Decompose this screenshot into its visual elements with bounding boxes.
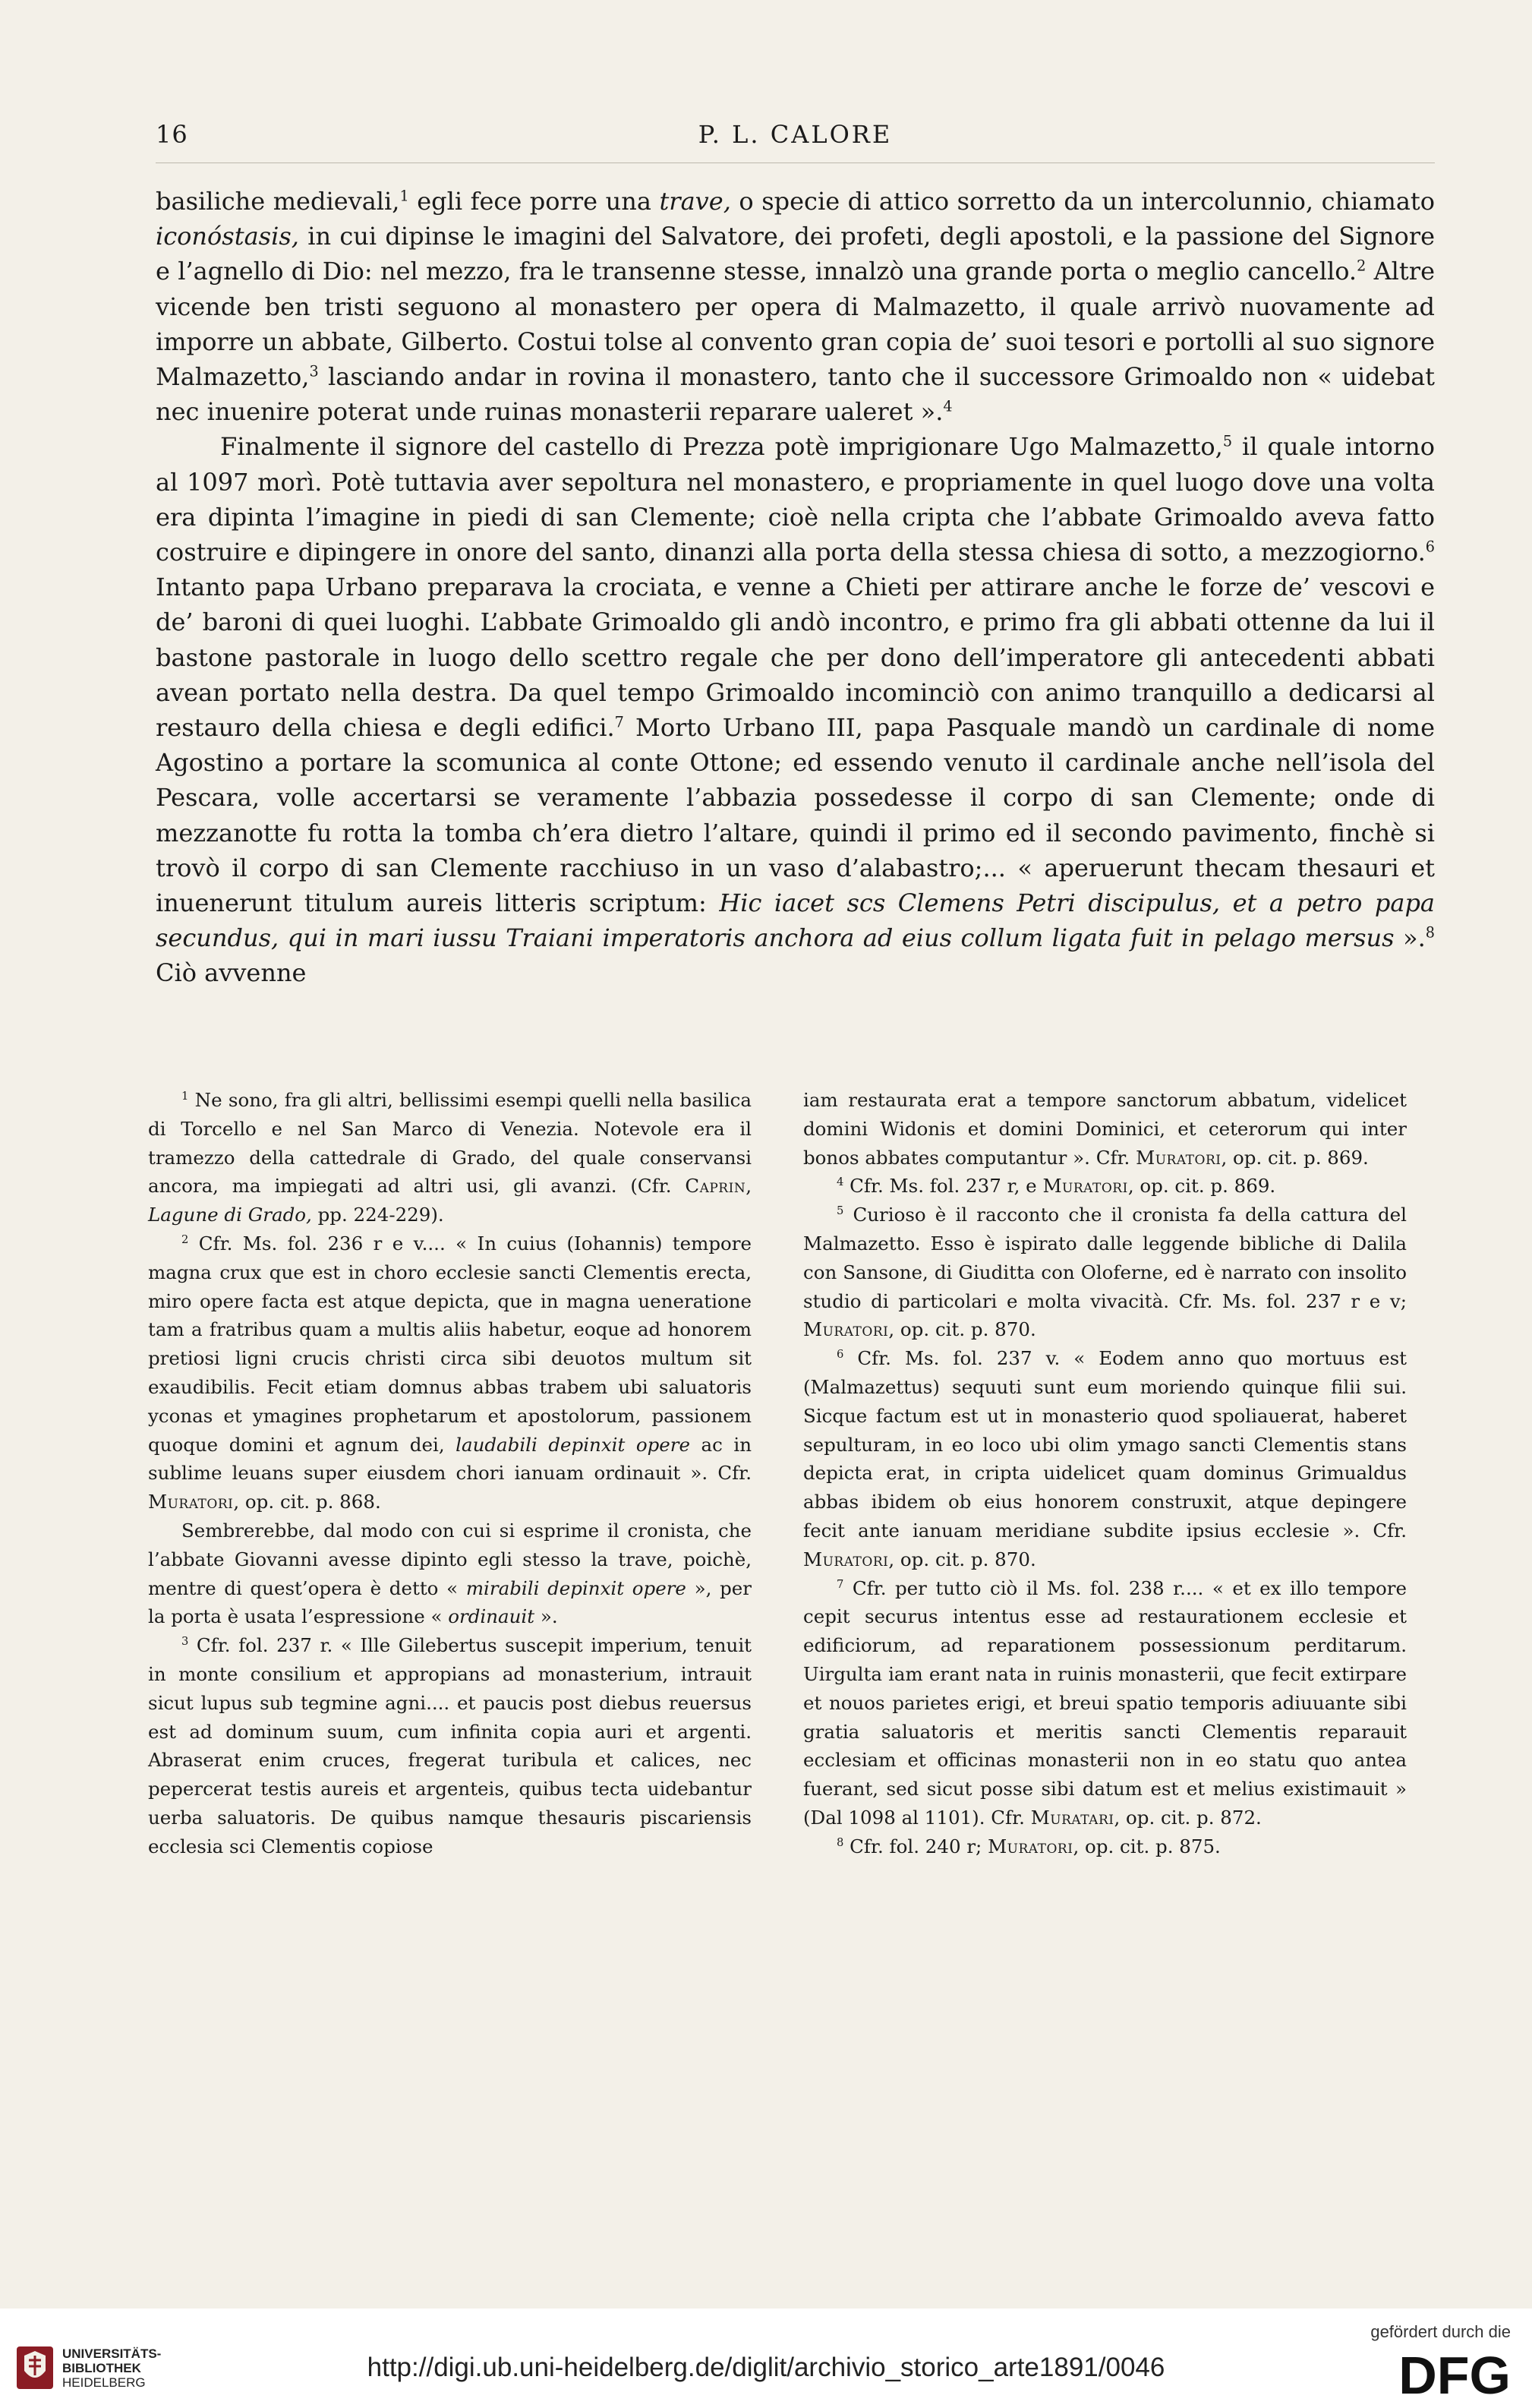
footnote-1: $^1$ Ne sono, fra gli altri, bellissimi esempi quelli nella basilica di Torcello e nel San Marco di Venezia. Notevole era il tramezzo della cattedrale di Grado, del quale conservansi ancora, ma impiegati ad altri usi, gli avanzi. (Cfr. Caprin, Lagune di Grado, pp. 224-229).	[148, 1089, 752, 1226]
paragraph-2: Finalmente il signore del castello di Prezza potè imprigionare Ugo Malmazetto,$^5$ il quale intorno al 1097 morì. Potè tuttavia aver sepoltura nel monastero, e propriamente in quel luogo dove una volta era dipinta l’imagine in piedi di san Clemente; cioè nella cripta che l’abbate Grimoaldo aveva fatto costruire e dipingere in onore del santo, dinanzi alla porta della stessa chiesa di sotto, a mezzogiorno.$^6$ Intanto papa Urbano preparava la crociata, e venne a Chieti per attirare anche le forze de’ vescovi e de’ baroni di quei luoghi. L’abbate Grimoaldo gli andò incontro, e primo fra gli abbati ottenne da lui il bastone pastorale in luogo dello scettro regale che per dono dell’imperatore gli antecedenti abbati avean portato nella destra. Da quel tempo Grimoaldo incominciò con animo tranquillo a dedicarsi al restauro della chiesa e degli edifici.$^7$ Morto Urbano III, papa Pasquale mandò un cardinale di nome Agostino a portare la scomunica al conte Ottone; ed essendo venuto il cardinale anche nell’isola del Pescara, volle accertarsi se veramente l’abbazia possedesse il corpo di san Clemente; onde di mezzanotte fu rotta la tomba ch’era dietro l’altare, quindi il primo ed il secondo pavimento, finchè si trovò il corpo di san Clemente racchiuso in un vaso d’alabastro;... « aperuerunt thecam thesauri et inuenerunt titulum aureis litteris scriptum: Hic iacet scs Clemens Petri discipulus, et a petro papa secundus, qui in mari iussu Traiani imperatoris anchora ad eius collum ligata fuit in pelago mersus ».$^8$ Ciò avvenne	[156, 432, 1436, 988]
footnote-3: $^3$ Cfr. fol. 237 r. « Ille Gilebertus suscepit imperium, tenuit in monte consilium et appropians ad monasterium, intrauit sicut lupus sub tegmine agni.... et paucis post diebus reuersus est ad dominum suum, cum infinita copia auri et argenti. Abraserat enim cruces, fregerat turibula et calices, nec pepercerat testis aureis et argenteis, quibus tecta uidebantur uerba saluatoris. De quibus namque thesauris piscariensis ecclesia sci Clementis copiose	[148, 1634, 752, 1857]
funding-caption: gefördert durch die	[1370, 2322, 1511, 2341]
footnote-5: $^5$ Curioso è il racconto che il cronista fa della cattura del Malmazetto. Esso è ispirato dalle leggende bibliche di Dalila con Sansone, di Giuditta con Oloferne, ed è narrato con insolito studio di particolari e molta vivacità. Cfr. Ms. fol. 237 r e v; Muratori, op. cit. p. 870.	[803, 1204, 1407, 1341]
digitization-footer	[0, 2309, 1532, 2408]
footnote-4: $^4$ Cfr. Ms. fol. 237 r, e Muratori, op. cit. p. 869.	[837, 1175, 1276, 1198]
source-url-link[interactable]: http://digi.ub.uni-heidelberg.de/diglit/archivio_storico_arte1891/0046	[367, 2353, 1165, 2382]
paragraph-1: basiliche medievali,$^1$ egli fece porre una trave, o specie di attico sorretto da un intercolunnio, chiamato iconóstasis, in cui dipinse le imagini del Salvatore, dei profeti, degli apostoli, e la passione del Signore e l’agnello di Dio: nel mezzo, fra le transenne stesse, innalzò una grande porta o meglio cancello.$^2$ Altre vicende ben tristi seguono al monastero per opera di Malmazetto, il quale arrivò nuovamente ad imporre un abbate, Gilberto. Costui tolse al convento gran copia de’ suoi tesori e portolli al suo signore Malmazetto,$^3$ lasciando andar in rovina il monastero, tanto che il successore Grimoaldo non « uidebat nec inuenire poterat unde ruinas monasterii reparare ualeret ».$^4$	[156, 187, 1436, 427]
dfg-logo-text: DFG	[1398, 2350, 1511, 2398]
footnote-8: $^8$ Cfr. fol. 240 r; Muratori, op. cit. p. 875.	[837, 1835, 1221, 1857]
footnote-6: $^6$ Cfr. Ms. fol. 237 v. « Eodem anno quo mortuus est (Malmazettus) sequuti sunt eum moriendo quinque filii sui. Sicque factum est ut in monasterio quod spoliauerat, haberet sepulturam, in eo loco ubi olim ymago sancti Clementis stans depicta erat, in cripta uidelicet quam dominus Grimualdus abbas ibidem ob eius honorem construxit, atque depingere fecit ante ianuam meridiane subdite ipsius ecclesie ». Cfr. Muratori, op. cit. p. 870.	[803, 1347, 1407, 1570]
footnote-2: $^2$ Cfr. Ms. fol. 236 r e v.... « In cuius (Iohannis) tempore magna crux que est in choro ecclesie sancti Clementis erecta, miro opere facta est atque depicta, que in magna ueneratione tam a fratribus quam a multis aliis habetur, eoque ad honorem pretiosi ligni crucis christi circa sibi deuotos multum sit exaudibilis. Fecit etiam domnus abbas trabem ubi saluatoris yconas et ymagines prophetarum et apostolorum, passionem quoque domini et agnum dei, laudabili depinxit opere ac in sublime leuans super eiusdem chori ianuam ordinauit ». Cfr. Muratori, op. cit. p. 868.	[148, 1232, 752, 1513]
running-head	[156, 120, 1435, 158]
footnotes-left-column	[148, 1086, 752, 1861]
footnotes-right-column	[803, 1086, 1407, 1861]
funder-block	[1329, 2322, 1511, 2401]
footnote-3-continued: iam restaurata erat a tempore sanctorum abbatum, videlicet domini Widonis et domini Dominici, et ceterorum qui inter bonos abbates computantur ». Cfr. Muratori, op. cit. p. 869.	[803, 1089, 1407, 1169]
library-name-line-3: HEIDELBERG	[62, 2375, 146, 2390]
library-name-line-1: UNIVERSITÄTS-	[62, 2346, 162, 2361]
library-name-line-2: BIBLIOTHEK	[62, 2361, 141, 2375]
main-text	[156, 184, 1435, 991]
dfg-logo[interactable]	[1359, 2350, 1511, 2398]
footnote-2-comment: Sembrerebbe, dal modo con cui si esprime il cronista, che l’abbate Giovanni avesse dipinto egli stesso la trave, poichè, mentre di quest’opera è detto « mirabili depinxit opere », per la porta è usata l’espressione « ordinauit ».	[148, 1519, 752, 1628]
footnote-7: $^7$ Cfr. per tutto ciò il Ms. fol. 238 r.... « et ex illo tempore cepit securus intentus esse ad restaurationem ecclesie et edificiorum, ad reparationem possessionum perditarum. Uirgulta iam erant nata in ruinis monasterii, que fecit extirpare et nouos parietes erigi, et breui spatio temporis adiuuante sibi gratia saluatoris et meritis sancti Clementis reparauit ecclesiam et officinas monasterii non in eo statu quo antea fuerant, sed sicut posse sibi datum est et melius existimauit » (Dal 1098 al 1101). Cfr. Muratari, op. cit. p. 872.	[803, 1576, 1407, 1829]
page-number: 16	[156, 120, 188, 149]
running-title: P. L. CALORE	[698, 120, 893, 149]
